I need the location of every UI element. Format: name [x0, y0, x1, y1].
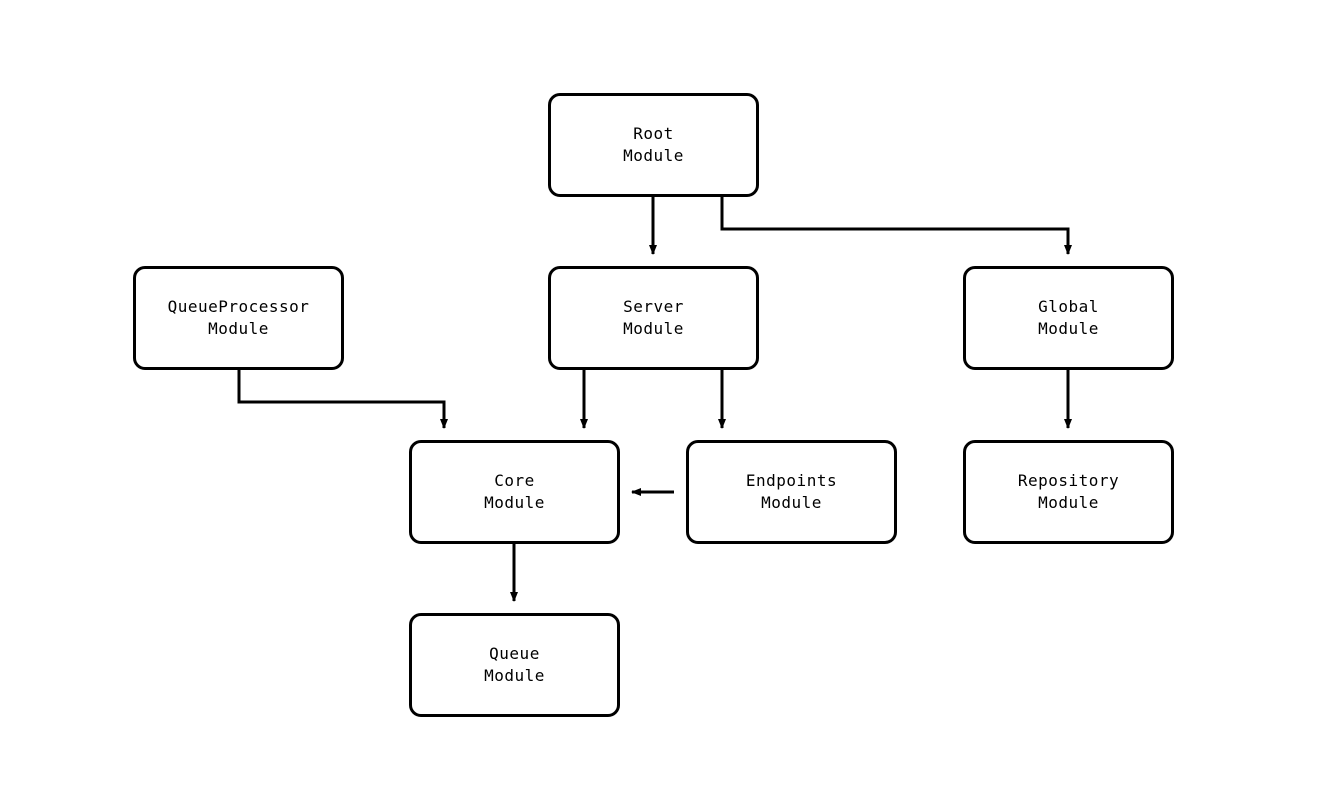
node-queueprocessor-module-line2: Module [208, 319, 269, 338]
node-queue-module-line1: Queue [489, 644, 540, 663]
node-queueprocessor-module[interactable] [133, 266, 344, 370]
node-server-module[interactable] [548, 266, 759, 370]
node-server-module-line2: Module [623, 319, 684, 338]
node-global-module[interactable] [963, 266, 1174, 370]
node-root-module-line1: Root [633, 124, 674, 143]
node-global-module-line1: Global [1038, 297, 1099, 316]
node-root-module-line2: Module [623, 146, 684, 165]
node-core-module[interactable] [409, 440, 620, 544]
node-repository-module-line1: Repository [1017, 471, 1120, 490]
edge-root-to-global [722, 197, 1068, 254]
node-endpoints-module[interactable] [686, 440, 897, 544]
node-root-module[interactable] [548, 93, 759, 197]
node-repository-module[interactable] [963, 440, 1174, 544]
node-queue-module[interactable] [409, 613, 620, 717]
node-endpoints-module-line2: Module [761, 493, 822, 512]
node-core-module-line1: Core [494, 471, 535, 490]
node-server-module-line1: Server [623, 297, 684, 316]
node-core-module-line2: Module [484, 493, 545, 512]
node-repository-module-line2: Module [1038, 493, 1099, 512]
node-endpoints-module-line1: Endpoints [745, 471, 838, 490]
node-queueprocessor-module-line1: QueueProcessor [167, 297, 310, 316]
edge-queueprocessor-to-core [239, 370, 444, 428]
node-queue-module-line2: Module [484, 666, 545, 685]
node-global-module-line2: Module [1038, 319, 1099, 338]
